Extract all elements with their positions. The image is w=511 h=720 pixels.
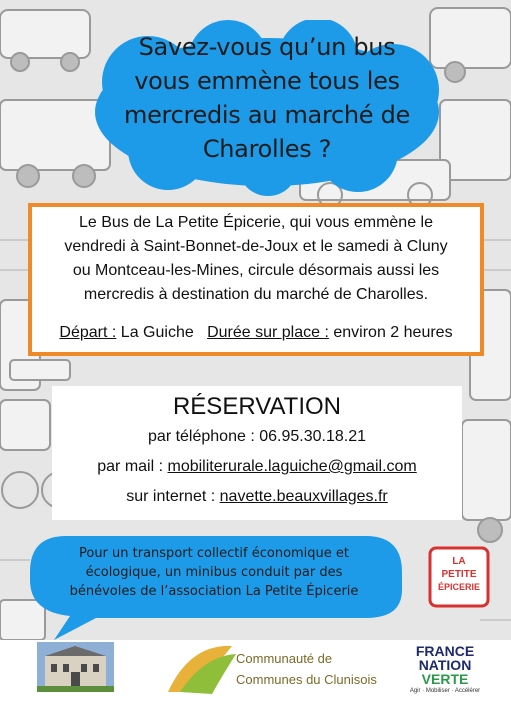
lpe-text-petite: PETITE <box>441 569 477 580</box>
la-petite-epicerie-logo <box>428 546 490 608</box>
mail-row <box>52 452 462 482</box>
duration-label: Durée sur place : <box>207 324 329 341</box>
fnv-word-verte: VERTE <box>421 671 469 687</box>
info-line: vendredi à Saint-Bonnet-de-Joux et le samedi à Cluny <box>64 238 448 255</box>
departure-value: La Guiche <box>120 324 194 341</box>
departure-row <box>32 321 480 345</box>
lpe-text-epicerie: ÉPICERIE <box>437 582 481 592</box>
web-row <box>52 482 462 512</box>
reservation-box <box>52 386 462 520</box>
phone-row <box>52 422 462 452</box>
lpe-text-la: LA <box>452 556 466 567</box>
reservation-title: RÉSERVATION <box>172 393 342 420</box>
duration-value: environ 2 heures <box>333 324 453 341</box>
headline-line: Savez-vous qu’un bus <box>138 33 396 61</box>
headline-line: Charolles ? <box>202 135 332 163</box>
clunisois-line: Communes du Clunisois <box>236 672 377 687</box>
web-link[interactable]: navette.beauxvillages.fr <box>219 488 388 505</box>
info-line: ou Montceau-les-Mines, circule désormais aussi les <box>72 262 440 279</box>
info-line: mercredis à destination du marché de Charolles. <box>83 286 429 303</box>
info-line: Le Bus de La Petite Épicerie, qui vous emmène le <box>79 214 433 231</box>
france-nation-verte-logo <box>406 644 484 694</box>
fnv-tagline: Agir · Mobiliser · Accélérer <box>409 688 481 694</box>
bubble-line: bénévoles de l’association La Petite Épicerie <box>69 584 359 599</box>
phone-number[interactable]: 06.95.30.18.21 <box>259 428 366 445</box>
headline <box>100 30 434 166</box>
association-text <box>44 544 384 601</box>
bubble-line: écologique, un minibus conduit par des <box>85 565 343 580</box>
departure-label: Départ : <box>59 324 117 341</box>
town-hall-photo <box>37 642 114 692</box>
headline-line: mercredis au marché de <box>124 101 410 129</box>
clunisois-text <box>236 648 377 690</box>
bubble-line: Pour un transport collectif économique et <box>78 546 350 561</box>
web-label: sur internet : <box>126 488 216 505</box>
clunisois-line: Communauté de <box>236 651 333 666</box>
headline-line: vous emmène tous les <box>134 67 400 95</box>
mail-link[interactable]: mobiliterurale.laguiche@gmail.com <box>167 458 417 475</box>
info-box <box>28 203 484 356</box>
mail-label: par mail : <box>97 458 164 475</box>
fnv-word-nation: NATION <box>418 657 472 673</box>
phone-label: par téléphone : <box>148 428 255 445</box>
fnv-word-france: FRANCE <box>415 643 475 659</box>
